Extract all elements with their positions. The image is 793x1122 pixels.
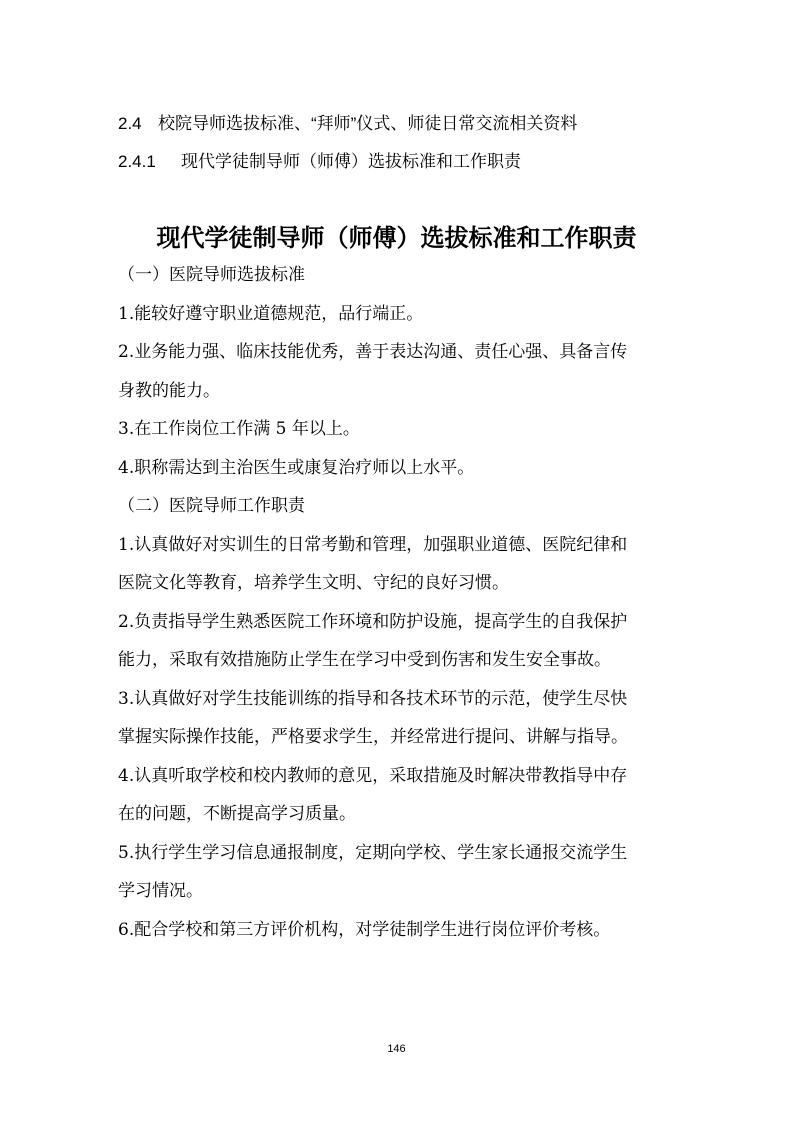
section-title: 校院导师选拔标准、“拜师”仪式、师徒日常交流相关资料 [158,114,578,133]
section-number: 2.4 [118,114,142,133]
part1-heading: （一）医院导师选拔标准 [118,265,305,285]
part1-line: 4.职称需达到主治医生或康复治疗师以上水平。 [118,457,475,478]
part2-line: 医院文化等教育，培养学生文明、守纪的良好习惯。 [118,573,509,593]
part2-line: 5.执行学生学习信息通报制度，定期向学校、学生家长通报交流学生 [118,842,628,863]
part2-line: 1.认真做好对实训生的日常考勤和管理，加强职业道德、医院纪律和 [118,534,628,555]
part2-line: 学习情况。 [118,881,203,901]
subsection-heading [118,147,521,172]
part1-line: 1.能较好遵守职业道德规范，品行端正。 [118,303,424,324]
subsection-title: 现代学徒制导师（师傅）选拔标准和工作职责 [181,152,521,171]
part2-line: 3.认真做好对学生技能训练的指导和各技术环节的示范，使学生尽快 [118,688,628,709]
subsection-number: 2.4.1 [118,152,156,171]
part2-line: 2.负责指导学生熟悉医院工作环境和防护设施，提高学生的自我保护 [118,611,628,632]
part2-line: 在的问题，不断提高学习质量。 [118,804,356,824]
document-body [118,256,678,949]
part2-line: 4.认真听取学校和校内教师的意见，采取措施及时解决带教指导中存 [118,765,628,786]
part2-line: 6.配合学校和第三方评价机构，对学徒制学生进行岗位评价考核。 [118,919,611,940]
page-number: 146 [387,1043,406,1055]
part2-line: 掌握实际操作技能，严格要求学生，并经常进行提问、讲解与指导。 [118,727,628,747]
document-title: 现代学徒制导师（师傅）选拔标准和工作职责 [156,224,637,252]
part2-line: 能力，采取有效措施防止学生在学习中受到伤害和发生安全事故。 [118,650,611,670]
part2-heading: （二）医院导师工作职责 [118,496,305,516]
section-heading [118,109,577,134]
part1-line: 3.在工作岗位工作满 5 年以上。 [118,419,360,439]
part1-line: 身教的能力。 [118,380,220,401]
part1-line: 2.业务能力强、临床技能优秀，善于表达沟通、责任心强、具备言传 [118,342,628,362]
